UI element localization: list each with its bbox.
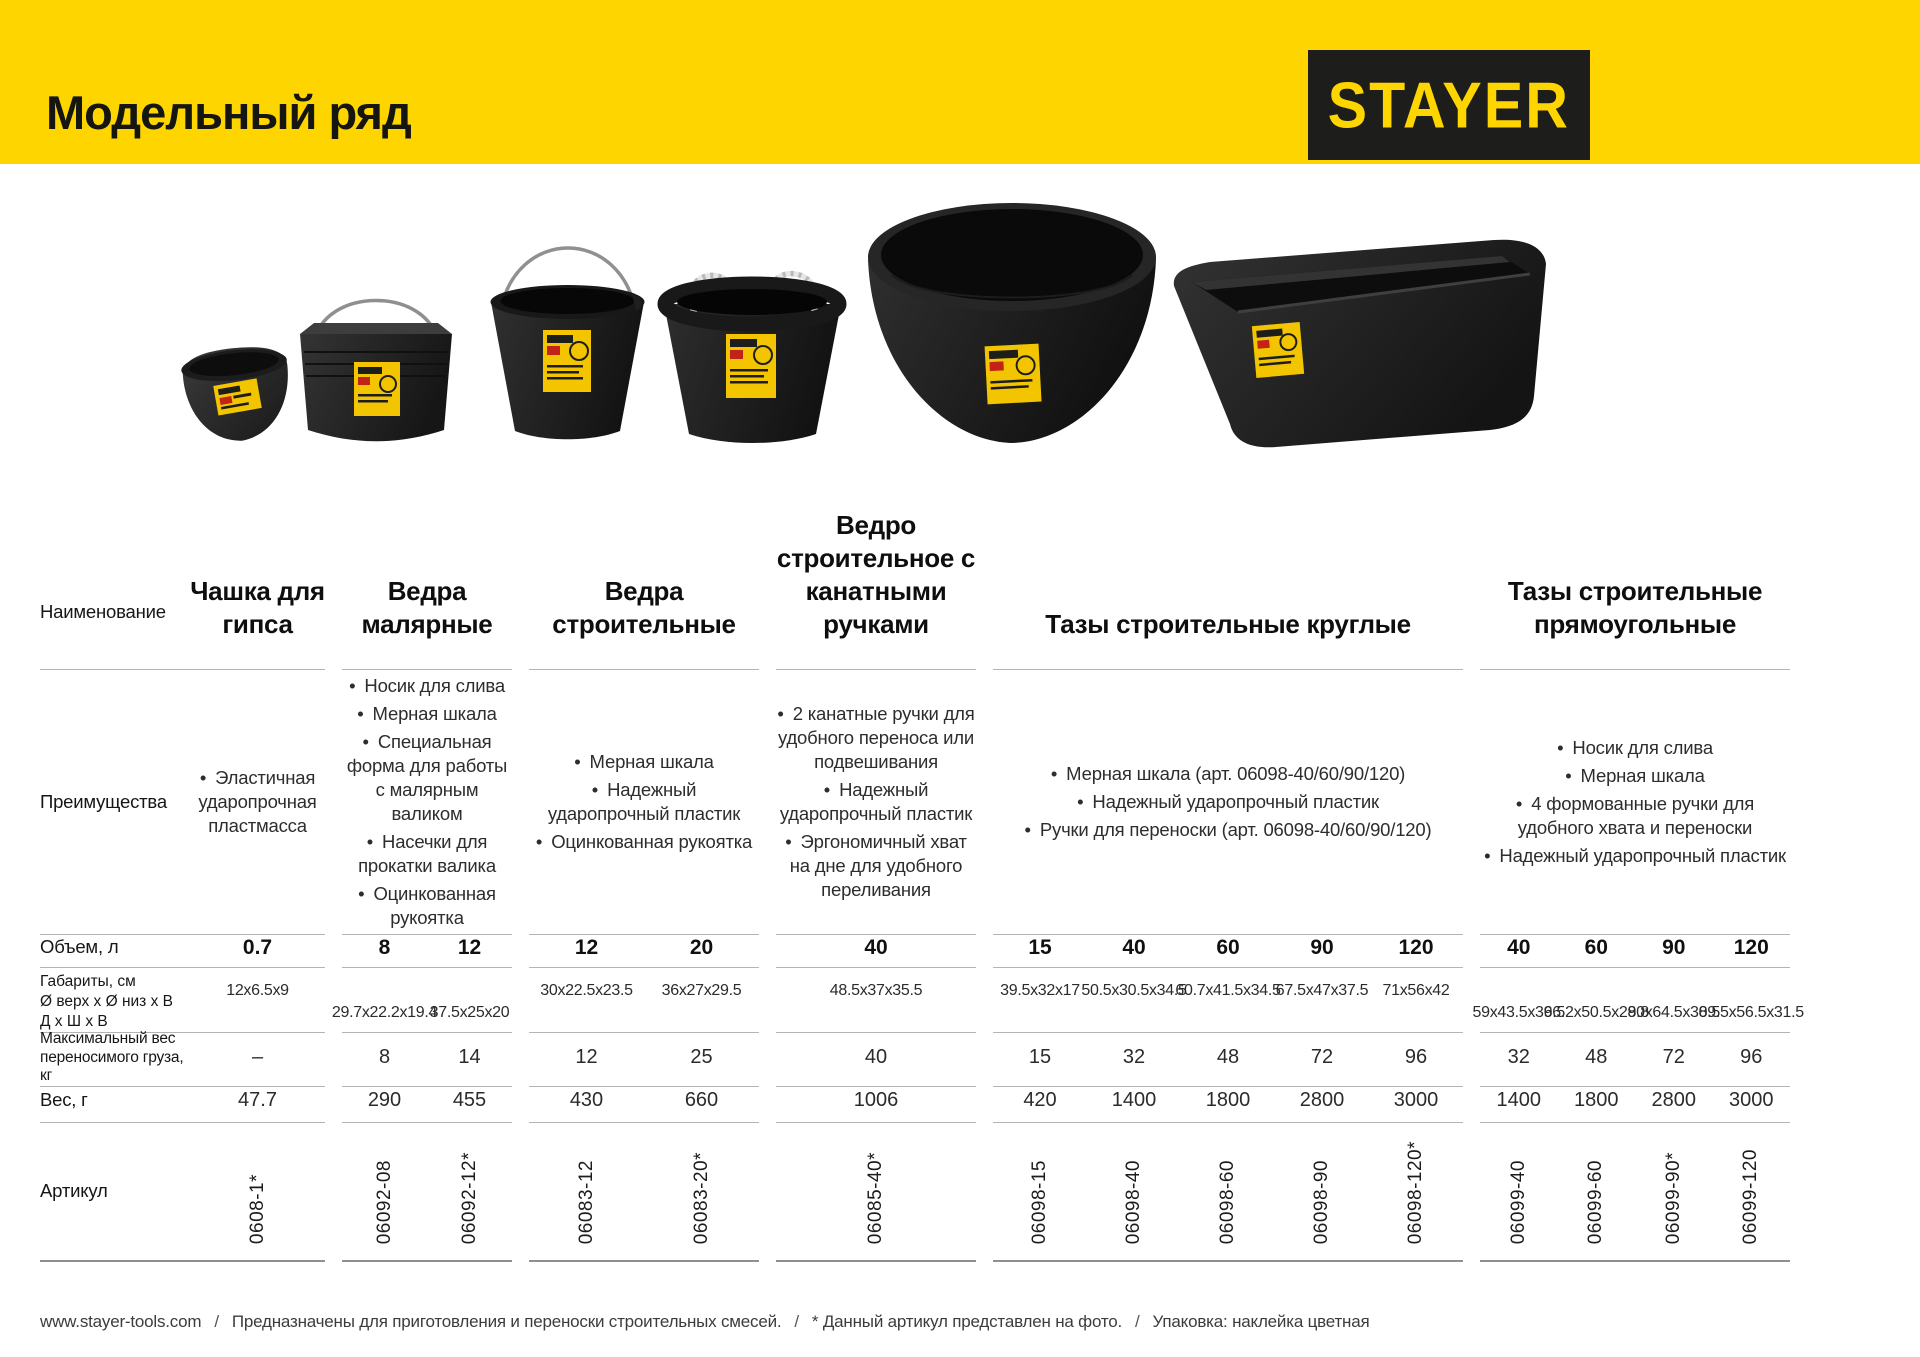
footer-item: Предназначены для приготовления и переноски строительных смесей. — [231, 1312, 782, 1331]
dims-value: 29.7x22.2x19.4 — [331, 1004, 438, 1021]
group-cell — [776, 1123, 976, 1262]
row-label-article: Артикул — [40, 1180, 108, 1202]
dims-value: 71x56x42 — [1382, 982, 1450, 999]
article-cell — [427, 1123, 512, 1260]
row-cell — [40, 470, 325, 670]
table-row-weight — [0, 1078, 1920, 1123]
dims-value: 50.5x30.5x34.5 — [1081, 982, 1187, 999]
group-cell — [529, 928, 759, 968]
article-value: 06092-12* — [458, 1151, 480, 1244]
max-load-value: 72 — [1662, 1046, 1685, 1069]
table-row-load — [0, 1030, 1920, 1085]
article-value: 06083-12 — [575, 1159, 597, 1244]
dims-value: 60.7x41.5x34.5 — [1175, 982, 1281, 999]
article-cell — [1369, 1123, 1463, 1260]
article-value: 06099-40 — [1507, 1159, 1529, 1244]
group-cell — [190, 1089, 325, 1112]
product-photo-paint-bucket — [278, 272, 473, 457]
dims-cell — [1627, 968, 1720, 1032]
footer-item: Упаковка: наклейка цветная — [1152, 1312, 1370, 1331]
dims-cell — [993, 968, 1087, 1032]
group-title: Чашка для гипса — [190, 575, 325, 639]
max-load-value: 14 — [458, 1046, 481, 1069]
row-label-advantages: Преимущества — [40, 791, 167, 813]
volume-value: 0.7 — [242, 935, 273, 959]
spec-table — [0, 470, 1920, 1262]
dims-value: 48.5x37x35.5 — [829, 982, 923, 999]
dims-cell — [1543, 968, 1649, 1032]
article-value: 06092-08 — [373, 1159, 395, 1244]
advantage-item: • Эргономичный хват на дне для удобного переливания — [785, 831, 967, 901]
max-load-value: 96 — [1404, 1046, 1428, 1069]
article-cell — [644, 1123, 759, 1260]
weight-value: 420 — [1023, 1088, 1057, 1111]
advantages-list — [1480, 732, 1790, 872]
weight-value: 1400 — [1496, 1088, 1541, 1111]
volume-value: 120 — [1733, 935, 1769, 959]
advantage-item: • Носик для слива — [1557, 737, 1713, 759]
dims-value: 67.5x47x37.5 — [1275, 982, 1369, 999]
page-title: Модельный ряд — [46, 86, 411, 139]
max-load-value: – — [251, 1046, 264, 1069]
max-load-value: 48 — [1216, 1046, 1240, 1069]
stayer-logo — [1308, 50, 1590, 160]
dims-cell — [1472, 968, 1565, 1032]
table-row-dims — [0, 968, 1920, 1030]
article-cell — [190, 1123, 325, 1260]
group-cell — [342, 670, 512, 935]
weight-value: 1800 — [1205, 1088, 1251, 1111]
row-label-volume: Объем, л — [40, 936, 119, 958]
row-label-dimensions-line: Ø верх x Ø низ x В — [40, 993, 173, 1010]
article-cell — [776, 1123, 976, 1260]
advantage-item: • Мерная шкала — [574, 751, 714, 773]
dims-cell — [190, 968, 325, 1032]
footer-separator: / — [214, 1312, 219, 1331]
row-cell — [40, 928, 325, 968]
max-load-value: 96 — [1740, 1046, 1763, 1069]
advantage-item: • Мерная шкала (арт. 06098-40/60/90/120) — [1050, 763, 1406, 785]
advantage-item: • Эластичная ударопрочная пластмасса — [198, 767, 317, 837]
weight-value: 455 — [452, 1088, 487, 1111]
group-cell — [1472, 968, 1804, 1033]
max-load-value: 32 — [1507, 1046, 1530, 1069]
article-value: 06083-20* — [690, 1151, 712, 1244]
row-label-cell — [40, 1089, 190, 1111]
weight-value: 3000 — [1393, 1088, 1439, 1111]
max-load-value: 8 — [378, 1046, 391, 1069]
weight-value: 47.7 — [238, 1088, 277, 1111]
article-value: 0608-1* — [246, 1173, 268, 1244]
group-title: Ведро строительное с канатными ручками — [776, 509, 976, 639]
advantage-item: • Носик для слива — [349, 675, 505, 696]
article-value: 06099-90* — [1662, 1151, 1684, 1244]
max-load-value: 32 — [1122, 1046, 1146, 1069]
dims-cell — [776, 968, 976, 1032]
article-value: 06098-60 — [1217, 1159, 1238, 1244]
row-label-name: Наименование — [40, 600, 166, 622]
weight-value: 2800 — [1299, 1088, 1345, 1111]
weight-value: 430 — [569, 1088, 604, 1111]
group-cell — [776, 928, 976, 968]
article-cell — [1181, 1123, 1275, 1260]
product-photo-rope-handle-bucket — [650, 228, 855, 457]
page-footer — [40, 1312, 1370, 1332]
row-label-cell — [40, 968, 190, 1032]
group-cell — [342, 470, 512, 670]
dims-value: 89.5x56.5x31.5 — [1698, 1004, 1804, 1021]
dims-value: 66.2x50.5x29.8 — [1543, 1004, 1649, 1021]
row-cell — [40, 1123, 325, 1262]
advantage-item: • Надежный ударопрочный пластик — [547, 779, 741, 825]
max-load-value: 72 — [1310, 1046, 1334, 1069]
group-cell — [529, 1078, 759, 1123]
table-row-adv — [0, 670, 1920, 928]
article-cell — [1087, 1123, 1181, 1260]
advantages-list — [190, 766, 325, 838]
dims-value: 59x43.5x39.5 — [1472, 1004, 1565, 1021]
volume-value: 40 — [864, 935, 888, 959]
row-label-max-load: Максимальный вес переносимого груза, кг — [40, 1030, 184, 1085]
weight-value: 290 — [367, 1088, 402, 1111]
volume-value: 20 — [689, 935, 714, 959]
advantage-item: • 4 формованные ручки для удобного хвата и переноски — [1515, 793, 1755, 839]
max-load-value: 15 — [1028, 1046, 1052, 1069]
article-cell — [1713, 1123, 1791, 1260]
article-cell — [529, 1123, 644, 1260]
advantage-item: • Оцинкованная рукоятка — [358, 883, 496, 929]
group-cell — [776, 968, 976, 1033]
round-basin-image — [862, 195, 1162, 453]
article-cell — [1558, 1123, 1636, 1260]
group-cell — [993, 968, 1463, 1033]
article-cell — [993, 1123, 1087, 1260]
group-cell — [993, 928, 1463, 968]
group-cell — [190, 1123, 325, 1260]
volume-value: 15 — [1028, 935, 1052, 959]
group-title: Тазы строительные круглые — [1045, 608, 1411, 639]
row-label-dimensions-line: Д x Ш x В — [40, 1013, 108, 1030]
dims-cell — [1175, 968, 1281, 1032]
weight-value: 660 — [684, 1088, 719, 1111]
group-cell — [331, 968, 512, 1033]
group-cell — [529, 470, 759, 670]
row-label-cell — [40, 791, 190, 813]
header-band — [0, 0, 1920, 164]
row-label-cell — [40, 936, 190, 958]
advantage-item: • Специальная форма для работы с малярным валиком — [346, 731, 508, 825]
group-cell — [342, 928, 512, 968]
footer-separator: / — [794, 1312, 799, 1331]
row-label-dimensions-line: Габариты, см — [40, 973, 136, 990]
group-cell — [190, 968, 325, 1032]
dims-cell — [331, 968, 438, 1032]
group-cell — [993, 470, 1463, 670]
construction-bucket-image — [480, 218, 655, 452]
advantage-item: • Надежный ударопрочный пластик — [1484, 845, 1786, 867]
row-label-cell — [40, 1123, 190, 1260]
volume-value: 8 — [378, 935, 391, 959]
advantage-item: • Мерная шкала — [357, 703, 497, 725]
dims-value: 37.5x25x20 — [429, 1004, 510, 1021]
article-value: 06098-120* — [1405, 1140, 1426, 1244]
volume-value: 90 — [1310, 935, 1334, 959]
group-cell — [1480, 928, 1790, 968]
weight-value: 1006 — [853, 1088, 899, 1111]
advantage-item: • Надежный ударопрочный пластик — [1077, 791, 1379, 813]
group-cell — [529, 670, 759, 935]
weight-value: 1800 — [1574, 1088, 1619, 1111]
dims-cell — [529, 968, 644, 1032]
group-cell — [776, 470, 976, 670]
group-cell — [529, 968, 759, 1033]
group-cell — [529, 1123, 759, 1262]
product-photo-rect-basin — [1158, 228, 1563, 458]
paint-bucket-image — [278, 272, 473, 452]
stayer-logo-text: STAYER — [1327, 68, 1571, 142]
article-cell — [1635, 1123, 1713, 1260]
volume-value: 60 — [1584, 935, 1608, 959]
article-value: 06098-90 — [1311, 1159, 1332, 1244]
dims-cell — [1369, 968, 1463, 1032]
group-title: Тазы строительные прямоугольные — [1507, 575, 1763, 639]
advantage-item: • Ручки для переноски (арт. 06098-40/60/90/120) — [1024, 819, 1432, 841]
group-cell — [993, 670, 1463, 935]
group-cell — [190, 1046, 325, 1069]
max-load-value: 25 — [690, 1046, 713, 1069]
article-cell — [1480, 1123, 1558, 1260]
group-cell — [342, 1078, 512, 1123]
dims-value: 39.5x32x17 — [1000, 982, 1080, 999]
weight-value: 3000 — [1729, 1088, 1774, 1111]
rope-handle-bucket-image — [650, 228, 855, 452]
group-title: Ведра малярные — [361, 575, 493, 639]
article-value: 06099-120 — [1740, 1148, 1762, 1244]
group-cell — [993, 1078, 1463, 1123]
dims-cell — [427, 968, 512, 1032]
group-cell — [1480, 670, 1790, 935]
article-value: 06098-40 — [1123, 1159, 1144, 1244]
advantage-item: • Мерная шкала — [1565, 765, 1705, 787]
table-row-art — [0, 1123, 1920, 1262]
advantages-list — [993, 758, 1463, 846]
group-cell — [190, 762, 325, 842]
table-row-name — [0, 470, 1920, 670]
row-label-weight: Вес, г — [40, 1088, 88, 1110]
dims-value: 80x64.5x30.5 — [1627, 1004, 1720, 1021]
article-cell — [1275, 1123, 1369, 1260]
row-cell — [40, 1078, 325, 1123]
weight-value: 1400 — [1111, 1088, 1157, 1111]
row-cell — [40, 670, 325, 935]
article-value: 06098-15 — [1029, 1159, 1050, 1244]
dims-value: 36x27x29.5 — [661, 982, 742, 999]
dims-value: 30x22.5x23.5 — [540, 982, 633, 999]
dims-cell — [1275, 968, 1369, 1032]
advantage-item: • Насечки для прокатки валика — [358, 831, 496, 877]
advantage-item: • Оцинкованная рукоятка — [535, 831, 753, 853]
advantages-list — [776, 698, 976, 906]
group-cell — [1480, 1123, 1790, 1262]
group-cell — [776, 1078, 976, 1123]
group-cell — [190, 575, 325, 669]
volume-value: 12 — [457, 935, 482, 959]
dims-cell — [644, 968, 759, 1032]
article-value: 06085-40* — [865, 1151, 886, 1244]
volume-value: 40 — [1122, 935, 1146, 959]
volume-value: 40 — [1507, 935, 1531, 959]
group-cell — [993, 1123, 1463, 1262]
product-photo-construction-bucket — [480, 218, 655, 457]
volume-value: 90 — [1662, 935, 1686, 959]
advantage-item: • Надежный ударопрочный пластик — [779, 779, 973, 825]
group-cell — [342, 1123, 512, 1262]
volume-value: 12 — [574, 935, 599, 959]
article-cell — [342, 1123, 427, 1260]
dims-cell — [1698, 968, 1804, 1032]
max-load-value: 48 — [1585, 1046, 1608, 1069]
footer-item: www.stayer-tools.com — [40, 1312, 202, 1331]
group-cell — [1480, 470, 1790, 670]
group-title: Ведра строительные — [552, 575, 736, 639]
table-row-vol — [0, 928, 1920, 968]
dims-cell — [1081, 968, 1187, 1032]
row-cell — [40, 968, 325, 1033]
max-load-value: 40 — [864, 1046, 888, 1069]
product-photo-round-basin — [862, 195, 1162, 458]
weight-value: 2800 — [1651, 1088, 1696, 1111]
volume-value: 120 — [1398, 935, 1434, 959]
advantage-item: • 2 канатные ручки для удобного переноса или подвешивания — [777, 703, 975, 773]
rect-basin-image — [1158, 228, 1563, 453]
group-cell — [190, 936, 325, 960]
group-cell — [1480, 1078, 1790, 1123]
dims-value: 12x6.5x9 — [226, 982, 289, 999]
footer-separator: / — [1135, 1312, 1140, 1331]
article-value: 06099-60 — [1585, 1159, 1607, 1244]
row-label-cell — [40, 601, 190, 669]
advantages-list — [342, 670, 512, 934]
footer-item: * Данный артикул представлен на фото. — [811, 1312, 1123, 1331]
max-load-value: 12 — [575, 1046, 598, 1069]
advantages-list — [529, 746, 759, 858]
group-cell — [776, 670, 976, 935]
volume-value: 60 — [1216, 935, 1240, 959]
